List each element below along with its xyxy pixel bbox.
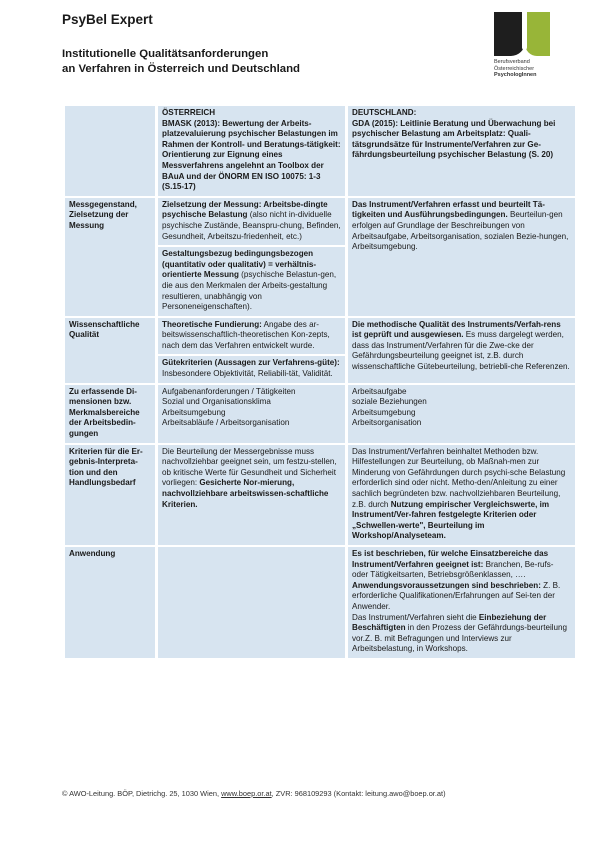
header-germany-source: GDA (2015): Leitlinie Beratung und Überwachung bei psychischer Belastung am Arbeitsplatz: Quali-tätsgrundsätze für Instrumente/Verfahren zur Ge-fährdungsbeurteilung psychischer Belastung (S. 20) — [352, 118, 556, 160]
page-title — [62, 47, 300, 76]
austria-cell-wissenschaft — [158, 318, 345, 383]
body-text: in den Prozess der Gefährdungs-beurteilung vor.Z. B. mit Befragungen und Interviews zur Arbeitsbelastung, in Workshops. — [352, 623, 568, 654]
body-text: Die Beurteilung der Messergebnisse muss nachvollziehbar geeignet sein, um festzu-stellen, ob kritische Werte für Gesundheit und Sicherheit vorliegen: — [162, 446, 337, 488]
bold-text: Einbeziehung der Beschäftigten — [352, 612, 547, 633]
bold-text: Gestaltungsbezug bedingungsbezogen (quantitativ oder qualitativ) = verhältnis-orientierte Messung — [162, 249, 317, 280]
list-item: Arbeitsorganisation — [352, 418, 422, 428]
row-label-dimensionen: Zu erfassende Di-mensionen bzw. Merkmalsbereiche der Arbeitsbedin-gungen — [65, 385, 155, 443]
bold-text: Zielsetzung der Messung: Arbeitsbe-dingte psychische Belastung — [162, 199, 328, 220]
austria-cell-kriterien — [158, 445, 345, 545]
bold-text: Nutzung empirischer Vergleichswerte, im Instrument/Ver-fahren festgelegte Kriterien oder „Schwellen-werte", Beurteilung im Workshop/Analyseteam. — [352, 499, 550, 541]
bold-text: Es ist beschrieben, für welche Einsatzbereiche das Instrument/Verfahren geeignet ist: — [352, 548, 549, 569]
body-text: Das Instrument/Verfahren sieht die — [352, 612, 479, 622]
footer-link[interactable]: www.boep.or.at — [221, 789, 272, 798]
list-item: Arbeitsabläufe / Arbeitsorganisation — [162, 418, 290, 428]
brand-title: PsyBel Expert — [62, 12, 153, 27]
body-text: (also nicht in-dividuelle psychische Zustände, Beanspru-chung, Befinden, Gesundheit, Arbeitszu-friedenheit, etc.) — [162, 210, 341, 241]
logo-text — [494, 59, 558, 79]
bold-text: Das Instrument/Verfahren erfasst und beurteilt Tä-tigkeiten und Ausführungsbedingungen. — [352, 199, 545, 220]
body-text: Es muss dargelegt werden, dass das Instrument/Verfahren für die Zwe-cke der Gefährdungsbeurteilung geeignet ist, z.B. durch wissenschaftliche Gütebeurteilung, betriebli-che Referenzen. — [352, 330, 570, 372]
list-item: Arbeitsaufgabe — [352, 386, 407, 396]
row-label-anwendung: Anwendung — [65, 547, 155, 658]
body-text: Insbesondere Objektivität, Reliabili-tät, Validität. — [162, 369, 333, 379]
germany-cell-anwendung — [348, 547, 575, 658]
body-text: Beurteilun-gen erfolgen auf Grundlage der Beschreibungen von Arbeitsaufgabe, Arbeitsorganisation, sozialen Bezie-hungen, Arbeitsumgebung. — [352, 210, 569, 252]
germany-cell-messgegenstand — [348, 198, 575, 316]
austria-subcell — [158, 198, 345, 245]
header-germany-title: DEUTSCHLAND: — [352, 108, 417, 117]
body-text: Branchen, Be-rufs- oder Tätigkeitsarten, Betriebsgrößenklassen, …. — [352, 559, 554, 580]
row-label-kriterien: Kriterien für die Er-gebnis-Interpreta-tion und den Handlungsbedarf — [65, 445, 155, 545]
table-row — [65, 547, 575, 658]
list-item: Sozial und Organisationsklima — [162, 397, 271, 407]
requirements-table — [62, 104, 578, 660]
paragraph — [352, 613, 571, 655]
header-austria-cell — [158, 106, 345, 196]
page-title-line-1: Institutionelle Qualitätsanforderungen — [62, 48, 269, 60]
bold-text: Anwendungsvoraussetzungen sind beschrieben: — [352, 580, 541, 590]
body-text: Z. B. erforderliche Qualifikationen/Erfahrungen auf Sei-ten der Anwender. — [352, 580, 561, 611]
germany-cell-kriterien — [348, 445, 575, 545]
page-title-line-2: an Verfahren in Österreich und Deutschland — [62, 62, 300, 75]
logo-text-line-3: PsychologInnen — [494, 72, 537, 78]
header-austria-source: BMASK (2013): Bewertung der Arbeits-platzevaluierung psychischer Belastungen im Rahmen der Kontroll- und Beratungs-tätigkeit: Orientierung zur Eignung eines Messverfahrens angelehnt an Toolbox der BAuA und der ÖNORM EN ISO 10075: 1-3 (S.15-17) — [162, 118, 341, 192]
logo-text-line-1: Berufsverband — [494, 59, 530, 65]
paragraph — [352, 581, 571, 613]
table-row — [65, 445, 575, 545]
germany-cell-dimensionen — [348, 385, 575, 443]
row-label-messgegenstand: Messgegenstand, Zielsetzung der Messung — [65, 198, 155, 316]
paragraph — [352, 549, 571, 581]
body-text: Angabe des ar-beitswissenschaftlich-theoretischen Kon-zepts, nach dem das Verfahren entwickelt wurde. — [162, 319, 330, 350]
austria-subcell — [158, 356, 345, 382]
body-text: Das Instrument/Verfahren beinhaltet Methoden bzw. Hilfestellungen zur Beurteilung, ob Maßnah-men zur Minderung von Gefährdungen durch psychi-sche Belastung erforderlich sind oder nicht. Metho-den/Anleitung zu einer sachlich begründeten bzw. nachvollziehbaren Beurteilung, z.B. durch — [352, 446, 566, 509]
table-row — [65, 385, 575, 443]
bold-text: Gesicherte Nor-mierung, nachvollziehbare arbeitswissen-schaftliche Kriterien. — [162, 478, 329, 509]
row-label-wissenschaft: Wissenschaftliche Qualität — [65, 318, 155, 383]
table-row — [65, 318, 575, 383]
footer-text: © AWO-Leitung. BÖP, Dietrichg. 25, 1030 Wien, — [62, 789, 222, 798]
table-row — [65, 198, 575, 316]
list-item: soziale Beziehungen — [352, 397, 427, 407]
logo-text-line-2: Österreichischer — [494, 65, 535, 72]
austria-cell-messgegenstand — [158, 198, 345, 316]
bold-text: Theoretische Fundierung: — [162, 319, 262, 329]
list-item: Arbeitsumgebung — [162, 407, 226, 417]
bold-text: Die methodische Qualität des Instruments/Verfah-rens ist geprüft und ausgewiesen. — [352, 319, 561, 340]
bold-text: Gütekriterien (Aussagen zur Verfahrens-güte): — [162, 358, 340, 368]
list-item: Aufgabenanforderungen / Tätigkeiten — [162, 386, 296, 396]
austria-cell-dimensionen — [158, 385, 345, 443]
footer — [62, 789, 446, 798]
header-germany-cell — [348, 106, 575, 196]
header-austria-title: ÖSTERREICH — [162, 108, 216, 117]
germany-cell-wissenschaft — [348, 318, 575, 383]
boep-logo-icon — [494, 12, 550, 56]
austria-cell-anwendung — [158, 547, 345, 658]
header-corner-cell — [65, 106, 155, 196]
austria-subcell — [158, 318, 345, 355]
footer-text: , ZVR: 968109293 (Kontakt: leitung.awo@boep.or.at) — [271, 789, 446, 798]
body-text: (psychische Belastun-gen, die aus den Merkmalen der Arbeits-gestaltung resultieren, unabhängig von Personeneigenschaften). — [162, 270, 337, 312]
table-header-row — [65, 106, 575, 196]
austria-subcell — [158, 247, 345, 316]
boep-logo — [494, 12, 558, 79]
list-item: Arbeitsumgebung — [352, 407, 416, 417]
